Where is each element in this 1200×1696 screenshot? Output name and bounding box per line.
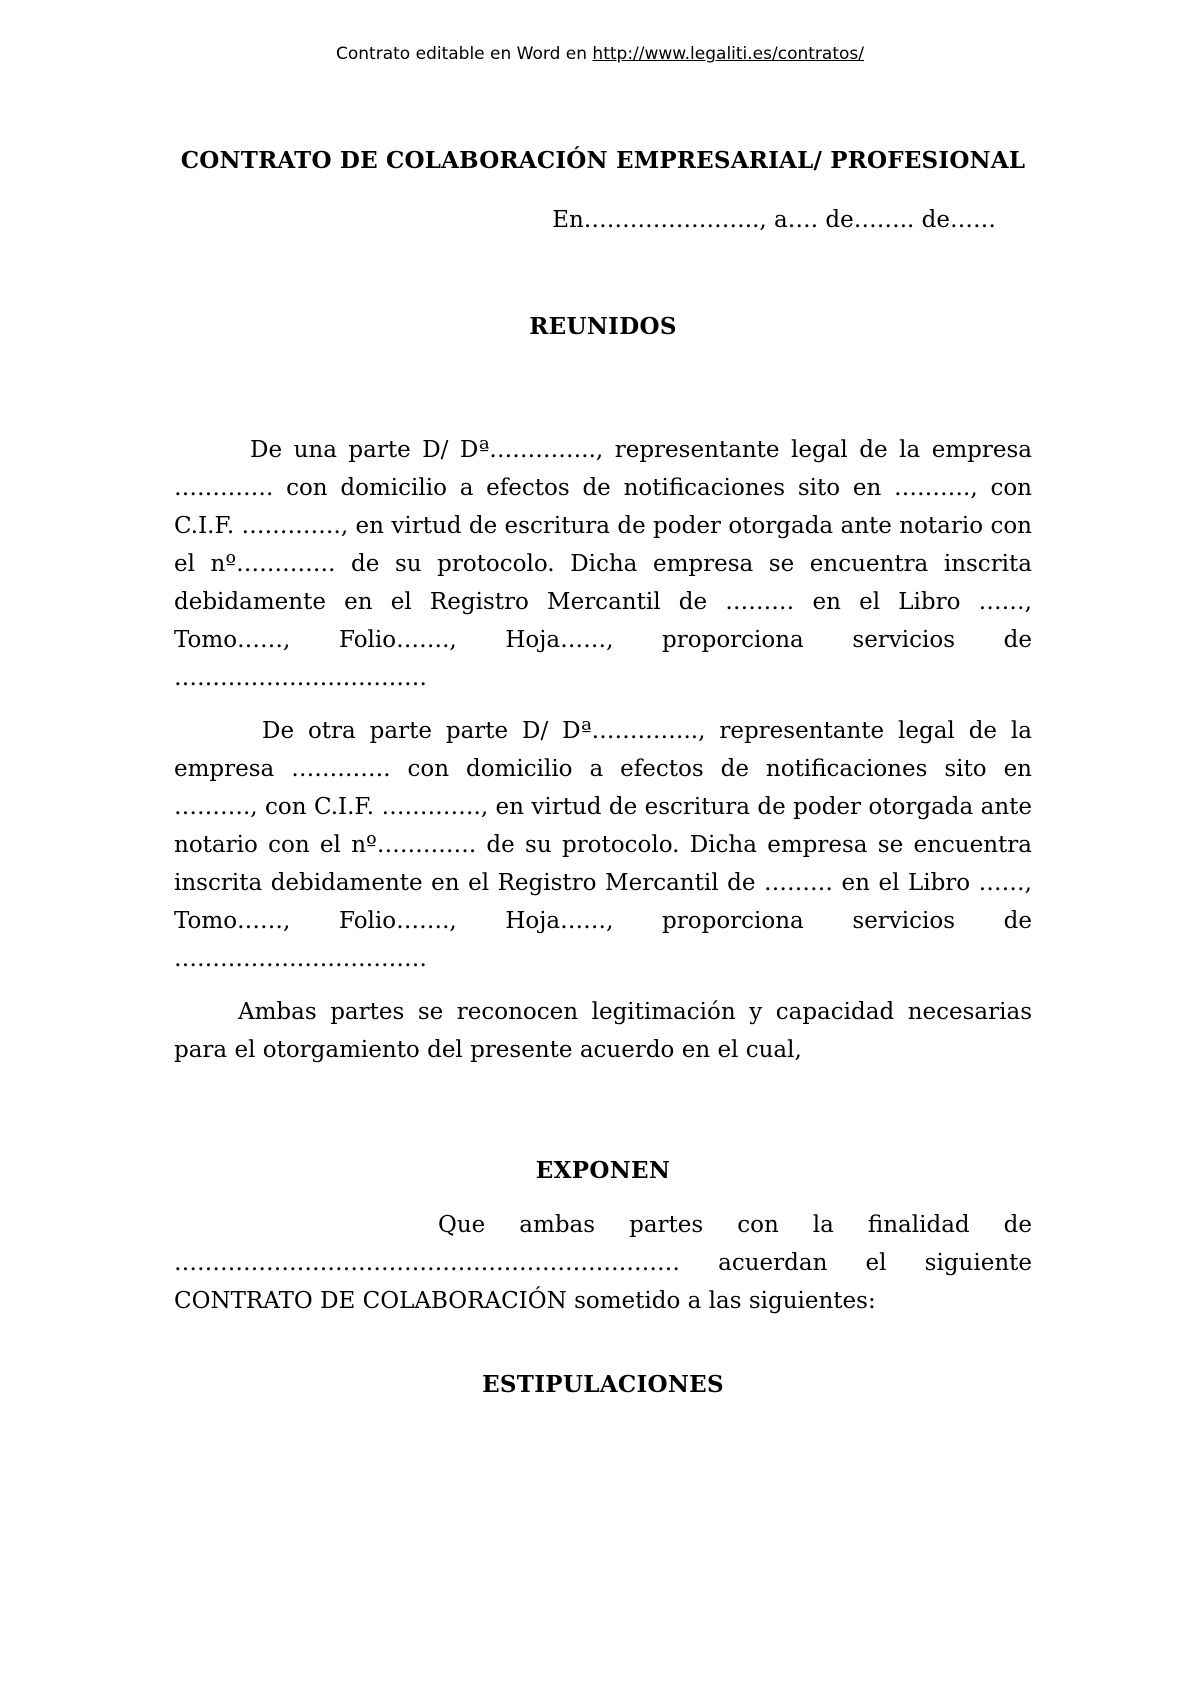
paragraph-party-one: De una parte D/ Dª………….., representante legal de la empresa …………. con domicilio a efectos de notificaciones sito en ………., con C.I.F. …………., en virtud de escritura de poder otorgada ante notario con el nº…………. de su protocolo. Dicha empresa se encuentra inscrita debidamente en el Registro Mercantil de ……… en el Libro ……, Tomo……, Folio……., Hoja……, proporciona servicios de ……………………………	[174, 437, 1032, 691]
heading-estipulaciones: ESTIPULACIONES	[482, 1371, 724, 1398]
header-text: Contrato editable en Word en	[336, 44, 593, 64]
place-date-line: En………………….., a…. de…….. de……	[552, 207, 996, 233]
paragraph-party-two: De otra parte parte D/ Dª………….., representante legal de la empresa …………. con domicilio a efectos de notificaciones sito en ………., con C.I.F. …………., en virtud de escritura de poder otorgada ante notario con el nº…………. de su protocolo. Dicha empresa se encuentra inscrita debidamente en el Registro Mercantil de ……… en el Libro ……, Tomo……, Folio……., Hoja……, proporciona servicios de ……………………………	[174, 718, 1032, 972]
heading-exponen: EXPONEN	[535, 1157, 671, 1184]
paragraph-expose: Que ambas partes con la finalidad de ………………………………………………………… acuerdan el siguiente CONTRATO DE COLABORACIÓN sometido a las siguientes:	[174, 1212, 1032, 1314]
document-title: CONTRATO DE COLABORACIÓN EMPRESARIAL/ PROFESIONAL	[180, 147, 1026, 174]
contracts-link[interactable]: http://www.legaliti.es/contratos/	[592, 44, 864, 64]
page-header	[0, 42, 1200, 66]
paragraph-legitimation: Ambas partes se reconocen legitimación y capacidad necesarias para el otorgamiento del presente acuerdo en el cual,	[174, 999, 1032, 1063]
heading-reunidos: REUNIDOS	[529, 313, 677, 340]
